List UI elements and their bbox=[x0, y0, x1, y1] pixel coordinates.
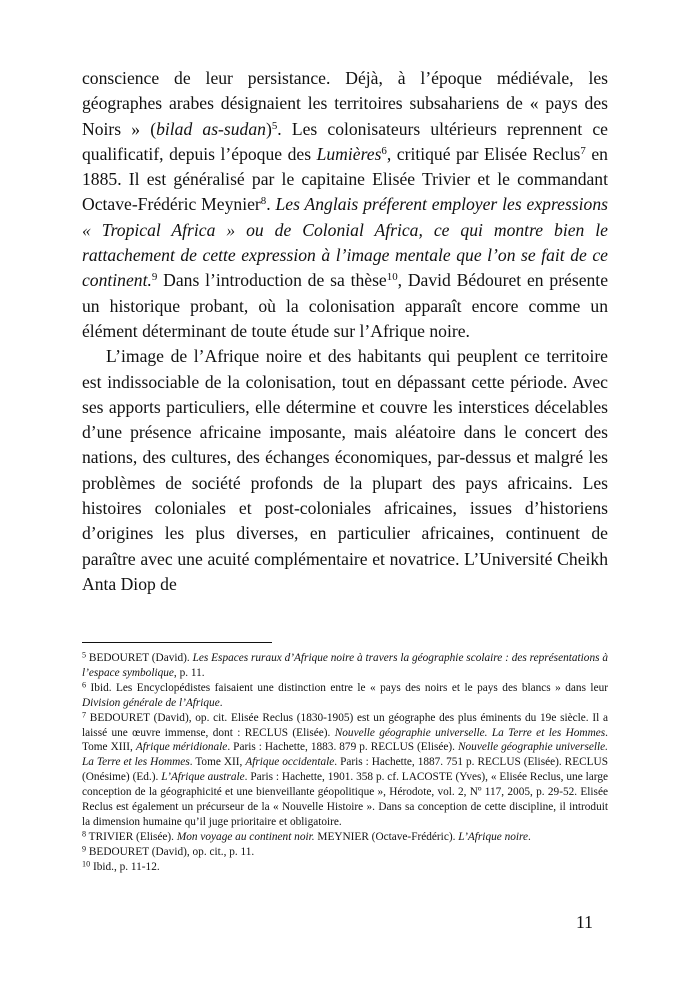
footnote-9: $^9$ BEDOURET (David), op. cit., p. 11. bbox=[82, 844, 255, 858]
footnote-6: $^6$ Ibid. Les Encyclopédistes faisaient une distinction entre le « pays des noirs et le pays des blancs » dans leur Division générale de l’Afrique. bbox=[82, 680, 608, 709]
footnotes bbox=[82, 651, 608, 875]
footnote-ref-10[interactable]: 10 bbox=[386, 271, 398, 284]
paragraph-1: conscience de leur persistance. Déjà, à l’époque médiévale, les géographes arabes désignaient les territoires subsahariens de « pays des Noirs » (bilad as-sudan)$^5$. Les colonisateurs ultérieurs reprennent ce qualificatif, depuis l’époque des Lumières$^6$, critiqué par Elisée Reclus$^7$ en 1885. Il est généralisé par le capitaine Elisée Trivier et le commandant Octave-Frédéric Meynier$^8$. Les Anglais préferent employer les expressions « Tropical Africa » ou de Colonial Africa, ce qui montre bien le rattachement de cette expression à l’image mentale que l’on se fait de ce continent.$^9$ Dans l’introduction de sa thèse$^{10}$, David Bédouret en présente un historique probant, où la colonisation apparaît encore comme un élément déterminant de toute étude sur l’Afrique noire. bbox=[82, 68, 609, 341]
paragraph-2: L’image de l’Afrique noire et des habitants qui peuplent ce territoire est indissociable de la colonisation, tout en dépassant cette période. Avec ses apports particuliers, elle détermine et couvre les interstices décelables d’une présence africaine imposante, mais aléatoire dans le concert des nations, des cultures, des échanges économiques, par-dessus et malgré les problèmes de société profonds de la plupart des pays africains. Les histoires coloniales et post-coloniales africaines, issues d’historiens d’origines les plus diverses, en particulier africaines, continuent de paraître avec une acuité complémentaire et novatrice. L’Université Cheikh Anta Diop de bbox=[82, 346, 608, 594]
footnote-ref-8[interactable]: 8 bbox=[260, 195, 267, 208]
footnote-10: $^{10}$ Ibid., p. 11-12. bbox=[82, 859, 160, 873]
footnote-ref-9[interactable]: 9 bbox=[151, 271, 158, 284]
footnote-7: $^7$ BEDOURET (David), op. cit. Elisée Reclus (1830-1905) est un géographe des plus éminents du 19e siècle. Il a laissé une œuvre immense, dont : RECLUS (Elisée). Nouvelle géographie universelle. La Terre et les Hommes. Tome XIII, Afrique méridionale. Paris : Hachette, 1883. 879 p. RECLUS (Elisée). Nouvelle géographie universelle. La Terre et les Hommes. Tome XII, Afrique occidentale. Paris : Hachette, 1887. 751 p. RECLUS (Elisée). RECLUS (Onésime) (Ed.). L’Afrique australe. Paris : Hachette, 1901. 358 p. cf. LACOSTE (Yves), « Elisée Reclus, une large conception de la géographicité et une bienveillante géopolitique », Hérodote, vol. 2, Nº 117, 2005, p. 29-52. Elisée Reclus est également un précurseur de la « Nouvelle Histoire ». Dans sa conception de cette discipline, il introduit la dimension humaine qu’il juge prioritaire et obligatoire. bbox=[82, 709, 608, 828]
main-text bbox=[82, 66, 608, 597]
footnote-5: $^5$ BEDOURET (David). Les Espaces ruraux d’Afrique noire à travers la géographie scolaire : des représentations à l’espace symbolique, p. 11. bbox=[82, 650, 608, 679]
footnote-ref-5[interactable]: 5 bbox=[271, 119, 278, 132]
footnote-ref-6[interactable]: 6 bbox=[381, 144, 387, 157]
footnote-separator bbox=[82, 642, 272, 643]
footnote-8: $^8$ TRIVIER (Elisée). Mon voyage au continent noir. MEYNIER (Octave-Frédéric). L’Afrique noire. bbox=[82, 829, 531, 843]
footnote-ref-7[interactable]: 7 bbox=[580, 144, 586, 157]
page-number: 11 bbox=[576, 912, 593, 932]
